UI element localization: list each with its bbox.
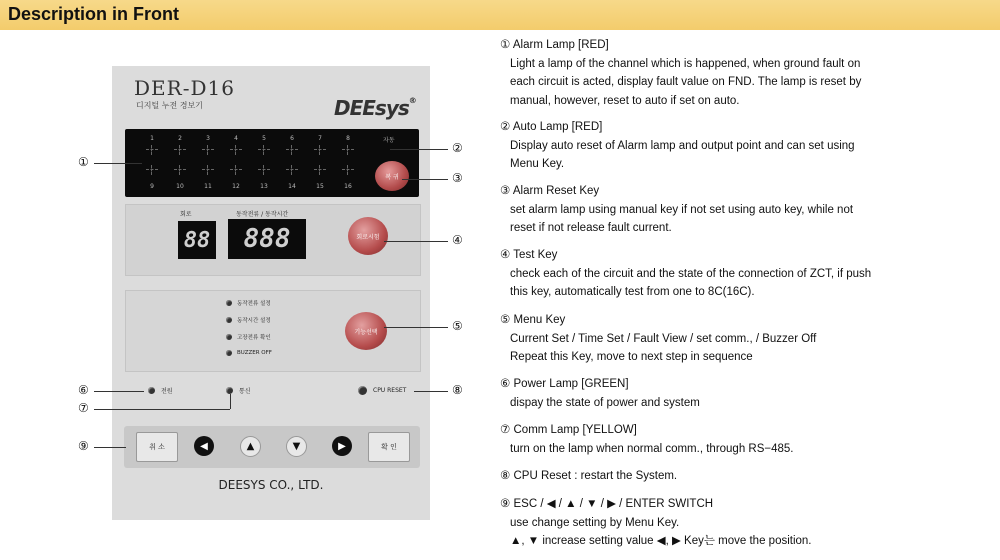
menu-lamp (226, 317, 232, 323)
enter-label: 확 인 (381, 443, 397, 451)
power-label: 전원 (161, 388, 173, 395)
cpu-reset-dot (358, 386, 367, 395)
channel-alarm-lamp (146, 145, 158, 155)
callout-6: ⑥ (78, 383, 89, 397)
callout-line-8 (414, 391, 448, 392)
reset-key-label: 복 귀 (385, 173, 399, 181)
description-line: Light a lamp of the channel which is happened, when ground fault on (510, 57, 861, 70)
callout-2: ② (452, 141, 463, 155)
callout-7: ⑦ (78, 401, 89, 415)
description-line: each circuit is acted, display fault value on FND. The lamp is reset by (510, 76, 862, 88)
menu-lamp (226, 334, 232, 340)
description-title: ⑦ Comm Lamp [YELLOW] (500, 424, 637, 436)
device-front-panel (112, 66, 430, 520)
menu-item (226, 333, 271, 341)
description-line: check each of the circuit and the state of the connection of ZCT, if push (510, 267, 872, 280)
callout-line-4 (384, 241, 448, 242)
channel-alarm-lamp (202, 145, 214, 155)
brand-text: DEEsys (334, 96, 409, 120)
current-time-label: 동작전류 / 동작시간 (236, 211, 289, 218)
channel-number: 9 (150, 183, 154, 190)
description-line: Menu Key. (510, 158, 565, 170)
channel-alarm-lamp (258, 165, 270, 175)
circuit-display: 88 (178, 221, 216, 259)
esc-button[interactable] (136, 432, 178, 462)
callout-line-7-vertical (230, 394, 231, 409)
right-arrow-button[interactable] (332, 436, 352, 456)
menu-item (226, 316, 271, 324)
brand-reg-mark: ® (408, 96, 416, 105)
callout-4: ④ (452, 233, 463, 247)
menu-item-label: 동작전류 설정 (237, 301, 271, 307)
callout-line-6 (94, 391, 144, 392)
cpu-reset-label: CPU RESET (373, 387, 407, 394)
model-subtitle: 디지털 누전 경보기 (136, 101, 203, 110)
description-line: Current Set / Time Set / Fault View / set comm., / Buzzer Off (510, 332, 817, 345)
model-name: DER-D16 (134, 76, 235, 100)
channel-alarm-lamp (314, 145, 326, 155)
description-1 (500, 36, 995, 110)
down-arrow-button[interactable] (286, 436, 307, 457)
left-arrow-button[interactable] (194, 436, 214, 456)
menu-key-label: 기능선택 (354, 328, 378, 336)
channel-number: 14 (288, 183, 296, 190)
description-2 (500, 118, 995, 174)
description-line: Repeat this Key, move to next step in sequence (510, 351, 753, 363)
description-line: set alarm lamp using manual key if not set using auto key, while not (510, 203, 854, 216)
channel-number: 15 (316, 183, 324, 190)
channel-alarm-lamp (286, 165, 298, 175)
comm-lamp-dot (226, 387, 233, 394)
description-4 (500, 246, 995, 302)
power-lamp (148, 386, 173, 395)
test-key-label: 회로시험 (356, 233, 380, 241)
description-line: dispay the state of power and system (510, 396, 700, 409)
callout-3: ③ (452, 171, 463, 185)
description-line: turn on the lamp when normal comm., through RS−485. (510, 442, 794, 455)
arrow-down-icon: ▼ (292, 441, 301, 452)
menu-lamp (226, 300, 232, 306)
channel-alarm-lamp (230, 145, 242, 155)
display-area (125, 204, 421, 276)
description-9 (500, 495, 995, 551)
channel-alarm-lamp (174, 145, 186, 155)
channel-alarm-lamp (146, 165, 158, 175)
callout-1: ① (78, 155, 89, 169)
description-line: use change setting by Menu Key. (510, 516, 680, 529)
callout-5: ⑤ (452, 319, 463, 333)
channel-number: 3 (206, 135, 210, 142)
callout-8: ⑧ (452, 383, 463, 397)
comm-label: 통신 (239, 388, 251, 395)
channel-number: 6 (290, 135, 294, 142)
channel-alarm-lamp (258, 145, 270, 155)
description-line: reset if not release fault current. (510, 222, 672, 234)
callout-9: ⑨ (78, 439, 89, 453)
page-title: Description in Front (8, 4, 179, 24)
alarm-reset-key[interactable] (375, 161, 409, 191)
menu-item (226, 299, 271, 307)
switch-strip (124, 426, 420, 468)
channel-number: 2 (178, 135, 182, 142)
menu-item-label: 동작시간 설정 (237, 318, 271, 324)
power-lamp-dot (148, 387, 155, 394)
channel-alarm-lamp (342, 165, 354, 175)
channel-alarm-lamp (174, 165, 186, 175)
channel-alarm-lamp (286, 145, 298, 155)
description-title: ⑨ ESC / ◀ / ▲ / ▼ / ▶ / ENTER SWITCH (500, 498, 714, 510)
channel-alarm-lamp (230, 165, 242, 175)
channel-alarm-lamp (314, 165, 326, 175)
description-title: ① Alarm Lamp [RED] (500, 39, 609, 51)
channel-alarm-lamp (342, 145, 354, 155)
menu-key[interactable] (345, 312, 387, 350)
menu-item-label: BUZZER OFF (237, 350, 272, 356)
description-title: ⑤ Menu Key (500, 314, 566, 326)
enter-button[interactable] (368, 432, 410, 462)
channel-number: 7 (318, 135, 322, 142)
callout-line-3 (402, 179, 448, 180)
menu-item-label: 고장전류 확인 (237, 335, 271, 341)
channel-number: 8 (346, 135, 350, 142)
circuit-label: 회로 (180, 211, 192, 218)
description-6 (500, 375, 995, 412)
menu-area (125, 290, 421, 372)
channel-number: 1 (150, 135, 154, 142)
description-line: this key, automatically test from one to 8C(16C). (510, 286, 755, 298)
test-key[interactable] (348, 217, 388, 255)
esc-label: 취 소 (149, 443, 165, 451)
channel-number: 11 (204, 183, 212, 190)
description-title: ③ Alarm Reset Key (500, 185, 600, 197)
description-title: ④ Test Key (500, 249, 558, 261)
channel-number: 16 (344, 183, 352, 190)
callout-line-5 (384, 327, 448, 328)
description-7 (500, 421, 995, 458)
description-line: ▲, ▼ increase setting value ◀, ▶ Key는 move the position. (510, 535, 812, 547)
channel-alarm-lamp (202, 165, 214, 175)
channel-number: 4 (234, 135, 238, 142)
arrow-left-icon: ◀ (200, 440, 208, 452)
channel-number: 13 (260, 183, 268, 190)
cpu-reset-button[interactable] (358, 386, 406, 395)
up-arrow-button[interactable] (240, 436, 261, 457)
brand-logo (334, 96, 416, 120)
callout-line-1 (94, 163, 142, 164)
callout-line-2 (390, 149, 448, 150)
description-8 (500, 467, 995, 486)
channel-number: 10 (176, 183, 184, 190)
description-title: ⑥ Power Lamp [GREEN] (500, 378, 629, 390)
description-title: ② Auto Lamp [RED] (500, 121, 603, 133)
menu-item (226, 350, 272, 356)
menu-lamp (226, 350, 232, 356)
description-line: manual, however, reset to auto if set on auto. (510, 94, 740, 107)
description-title: ⑧ CPU Reset : restart the System. (500, 470, 678, 482)
company-name: DEESYS CO., LTD. (218, 478, 324, 492)
header-bar (0, 0, 1000, 30)
description-line: Display auto reset of Alarm lamp and output point and can set using (510, 139, 855, 152)
callout-line-9 (94, 447, 126, 448)
value-display: 888 (228, 219, 306, 259)
description-3 (500, 182, 995, 238)
auto-label: 자동 (383, 137, 395, 144)
callout-line-7 (94, 409, 230, 410)
channel-number: 5 (262, 135, 266, 142)
arrow-right-icon: ▶ (338, 440, 346, 452)
description-5 (500, 311, 995, 367)
channel-number: 12 (232, 183, 240, 190)
alarm-lamp-board (125, 129, 419, 197)
arrow-up-icon: ▲ (246, 441, 255, 452)
